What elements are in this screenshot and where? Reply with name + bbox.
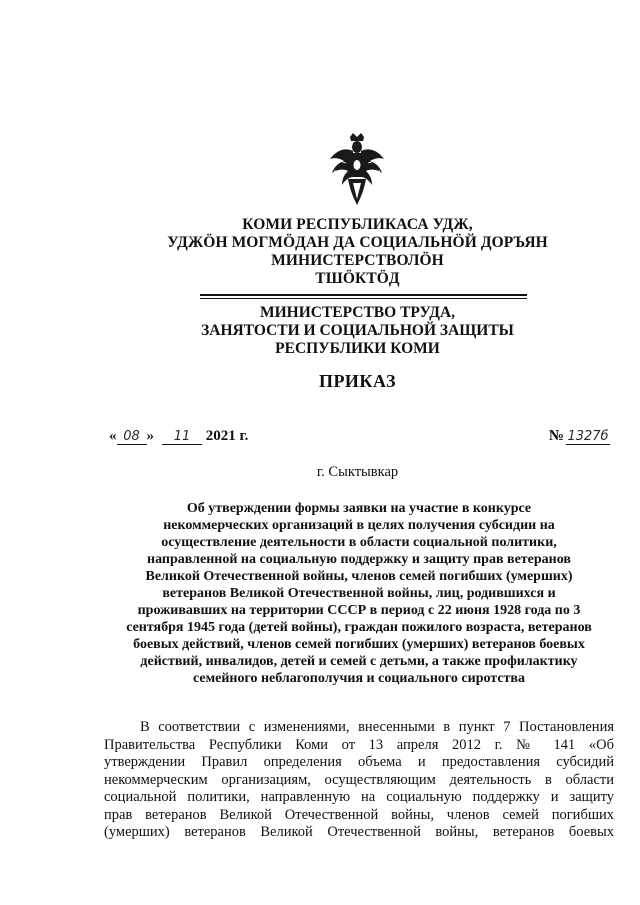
- title-line: боевых действий, членов семей погибших (умерших) ветеранов боевых: [133, 637, 585, 652]
- order-number-label: №: [548, 428, 564, 444]
- city-name: г. Сыктывкар: [316, 464, 399, 480]
- ministry-line: МИНИСТЕРСТВО ТРУДА,: [259, 304, 456, 321]
- header-divider-thick: [200, 294, 527, 296]
- title-line: действий, инвалидов, детей и семей с детьми, а также профилактику: [140, 654, 578, 669]
- header-divider-thin: [200, 298, 527, 299]
- komi-language-header: [150, 216, 565, 288]
- order-number: [549, 428, 610, 445]
- order-number-handwritten: 1327б: [567, 429, 609, 444]
- ministry-name-header: [150, 304, 565, 358]
- komi-coat-of-arms-emblem: [326, 133, 388, 207]
- title-line: семейного неблагополучия и социального сиротства: [192, 671, 525, 686]
- title-line: проживавших на территории СССР в период с 22 июня 1928 года по 3: [137, 603, 581, 618]
- body-line: утверждении Правил определения объема и предоставления субсидий: [104, 754, 614, 770]
- date-year: 2021 г.: [205, 428, 249, 444]
- ministry-line: ЗАНЯТОСТИ И СОЦИАЛЬНОЙ ЗАЩИТЫ: [201, 322, 514, 339]
- date-month-handwritten: 11: [162, 429, 202, 445]
- body-line: В соответствии с изменениями, внесенными в пункт 7 Постановления: [140, 719, 614, 735]
- title-line: некоммерческих организаций в целях получения субсидии на: [163, 518, 555, 533]
- date-close-quote: »: [146, 428, 154, 444]
- date-day-handwritten: 08: [117, 429, 147, 445]
- order-subject-title: [101, 500, 617, 687]
- komi-header-line: МИНИСТЕРСТВОЛÖН: [271, 252, 444, 269]
- komi-header-line: КОМИ РЕСПУБЛИКАСА УДЖ,: [242, 216, 473, 233]
- title-line: ветеранов Великой Отечественной войны, лиц, родившихся и: [162, 586, 556, 601]
- ministry-line: РЕСПУБЛИКИ КОМИ: [275, 340, 440, 357]
- title-line: Об утверждении формы заявки на участие в конкурсе: [186, 501, 532, 516]
- title-line: осуществление деятельности в области социальной политики,: [161, 535, 557, 550]
- title-line: Великой Отечественной войны, членов семей погибших (умерших): [145, 569, 573, 584]
- body-line: (умерших) ветеранов Великой Отечественной войны, ветеранов боевых: [104, 824, 614, 840]
- komi-header-line: УДЖÖН МОГМÖДАН ДА СОЦИАЛЬНÖЙ ДОРЪЯН: [167, 234, 548, 251]
- date-open-quote: «: [109, 428, 117, 444]
- body-line: некоммерческим организациям, осуществляющим деятельность в области: [104, 771, 614, 788]
- body-line: Правительства Республики Коми от 13 апреля 2012 г. № 141 «Об: [104, 736, 614, 753]
- order-body-paragraph: [104, 719, 614, 842]
- document-type-title: ПРИКАЗ: [318, 371, 397, 391]
- body-line: прав ветеранов Великой Отечественной войны, членов семей погибших: [104, 806, 614, 823]
- title-line: сентября 1945 года (детей войны), граждан пожилого возраста, ветеранов: [126, 620, 592, 635]
- body-line: социальной политики, направленную на социальную поддержку и защиту: [104, 789, 614, 805]
- order-date: [109, 428, 248, 445]
- title-line: направленной на социальную поддержку и защиту прав ветеранов: [147, 552, 571, 567]
- komi-header-line: ТШÖКТÖД: [315, 270, 400, 287]
